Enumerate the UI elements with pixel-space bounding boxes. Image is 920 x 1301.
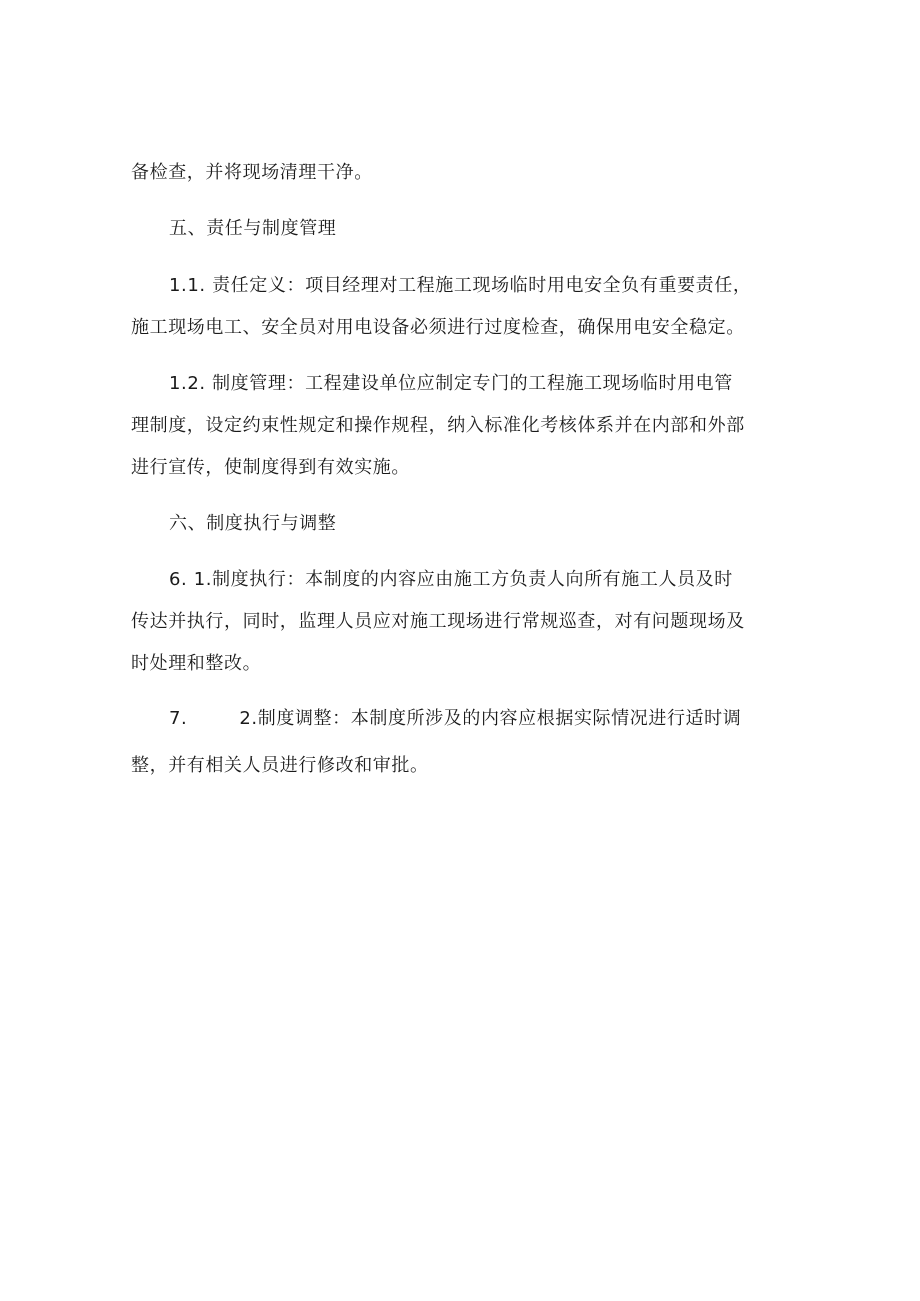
paragraph-continuation: 备检查，并将现场清理干净。 — [131, 162, 373, 183]
paragraph-1-1-line-2: 施工现场电工、安全员对用电设备必须进行过度检查，确保用电安全稳定。 — [131, 317, 745, 338]
paragraph-1-1-line-1: 1.1. 责任定义：项目经理对工程施工现场临时用电安全负有重要责任， — [169, 275, 752, 296]
paragraph-1-2-line-3: 进行宣传，使制度得到有效实施。 — [131, 457, 410, 478]
paragraph-6-1-line-3: 时处理和整改。 — [131, 653, 262, 674]
paragraph-6-1-line-2: 传达并执行，同时，监理人员应对施工现场进行常规巡查，对有问题现场及 — [131, 611, 745, 632]
paragraph-7-2-line-2: 整，并有相关人员进行修改和审批。 — [131, 755, 429, 776]
section-heading-5: 五、责任与制度管理 — [169, 218, 337, 239]
list-number: 7. — [169, 708, 188, 729]
paragraph-1-2-line-2: 理制度，设定约束性规定和操作规程，纳入标准化考核体系并在内部和外部 — [131, 415, 745, 436]
paragraph-7-2-text: 2.制度调整：本制度所涉及的内容应根据实际情况进行适时调 — [239, 708, 742, 729]
paragraph-1-2-line-1: 1.2. 制度管理：工程建设单位应制定专门的工程施工现场临时用电管 — [169, 373, 733, 394]
section-heading-6: 六、制度执行与调整 — [169, 513, 337, 534]
paragraph-7-2-line-1 — [169, 707, 849, 731]
paragraph-6-1-line-1: 6. 1.制度执行：本制度的内容应由施工方负责人向所有施工人员及时 — [169, 569, 733, 590]
